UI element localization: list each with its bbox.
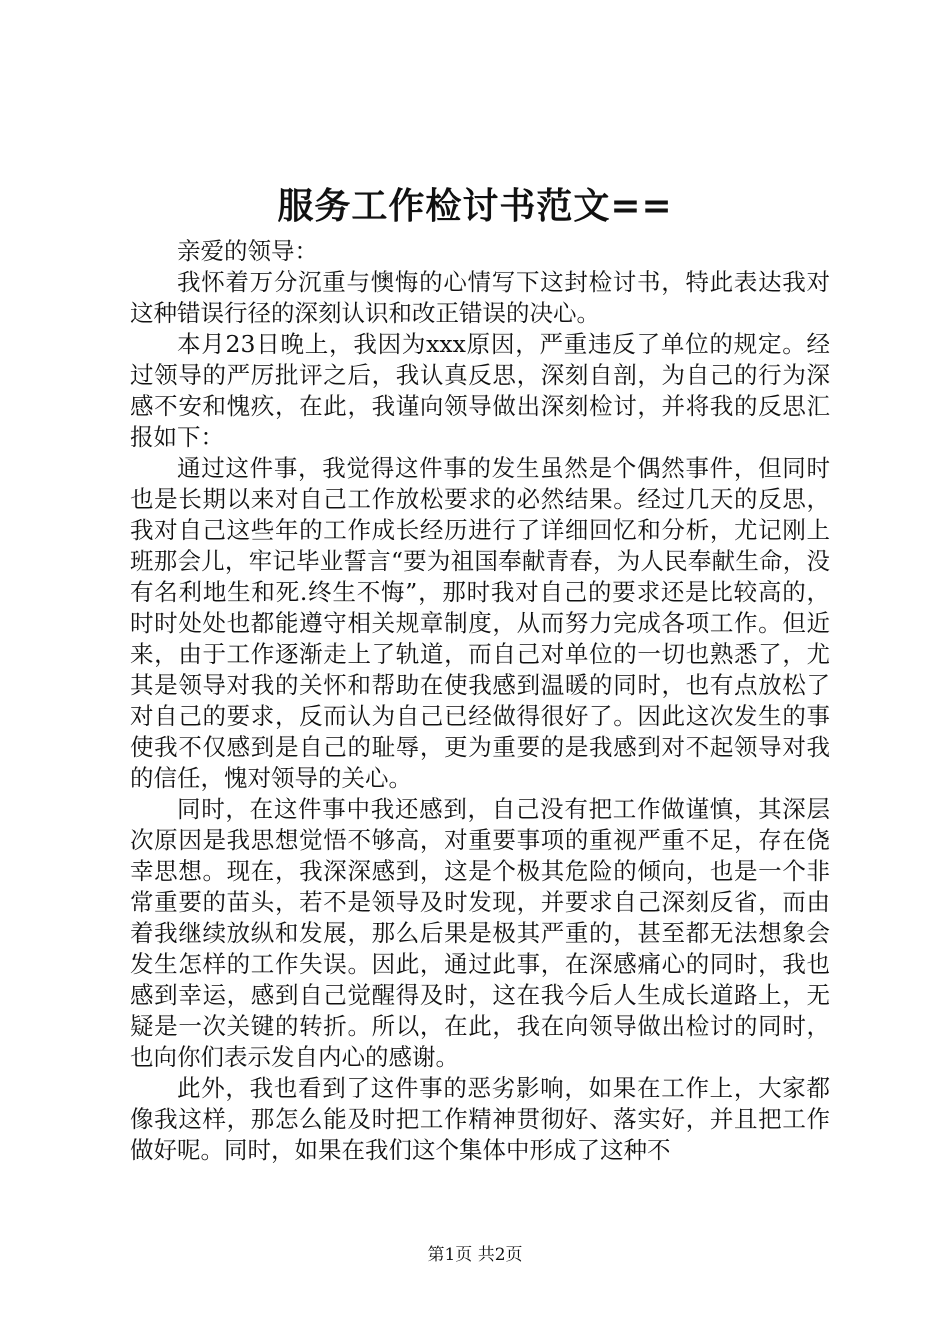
paragraph-5: 此外，我也看到了这件事的恶劣影响，如果在工作上，大家都像我这样，那怎么能及时把工作精神贯彻好、落实好，并且把工作做好呢。同时，如果在我们这个集体中形成了这种不	[130, 1074, 830, 1164]
paragraph-4: 同时，在这件事中我还感到，自己没有把工作做谨慎，其深层次原因是我思想觉悟不够高，对重要事项的重视严重不足，存在侥幸思想。现在，我深深感到，这是个极其危险的倾向，也是一个非常重要的苗头，若不是领导及时发现，并要求自己深刻反省，而由着我继续放纵和发展，那么后果是极其严重的，甚至都无法想象会发生怎样的工作失误。因此，通过此事，在深感痛心的同时，我也感到幸运，感到自己觉醒得及时，这在我今后人生成长道路上，无疑是一次关键的转折。所以，在此，我在向领导做出检讨的同时，也向你们表示发自内心的感谢。	[130, 795, 830, 1071]
salutation: 亲爱的领导：	[177, 237, 318, 265]
document-body	[130, 236, 830, 1166]
paragraph-1: 我怀着万分沉重与懊悔的心情写下这封检讨书，特此表达我对这种错误行径的深刻认识和改正错误的决心。	[130, 268, 830, 327]
paragraph-3: 通过这件事，我觉得这件事的发生虽然是个偶然事件，但同时也是长期以来对自己工作放松要求的必然结果。经过几天的反思，我对自己这些年的工作成长经历进行了详细回忆和分析，尤记刚上班那会儿，牢记毕业誓言“要为祖国奉献青春，为人民奉献生命，没有名利地生和死.终生不悔”，那时我对自己的要求还是比较高的，时时处处也都能遵守相关规章制度，从而努力完成各项工作。但近来，由于工作逐渐走上了轨道，而自己对单位的一切也熟悉了，尤其是领导对我的关怀和帮助在使我感到温暖的同时，也有点放松了对自己的要求，反而认为自己已经做得很好了。因此这次发生的事使我不仅感到是自己的耻辱，更为重要的是我感到对不起领导对我的信任，愧对领导的关心。	[130, 454, 830, 792]
paragraph-2: 本月23日晚上，我因为xxx原因，严重违反了单位的规定。经过领导的严厉批评之后，我认真反思，深刻自剖，为自己的行为深感不安和愧疚，在此，我谨向领导做出深刻检讨，并将我的反思汇报如下：	[130, 330, 830, 451]
document-title: 服务工作检讨书范文==	[277, 185, 673, 227]
page-number-footer: 第1页 共2页	[427, 1245, 523, 1265]
